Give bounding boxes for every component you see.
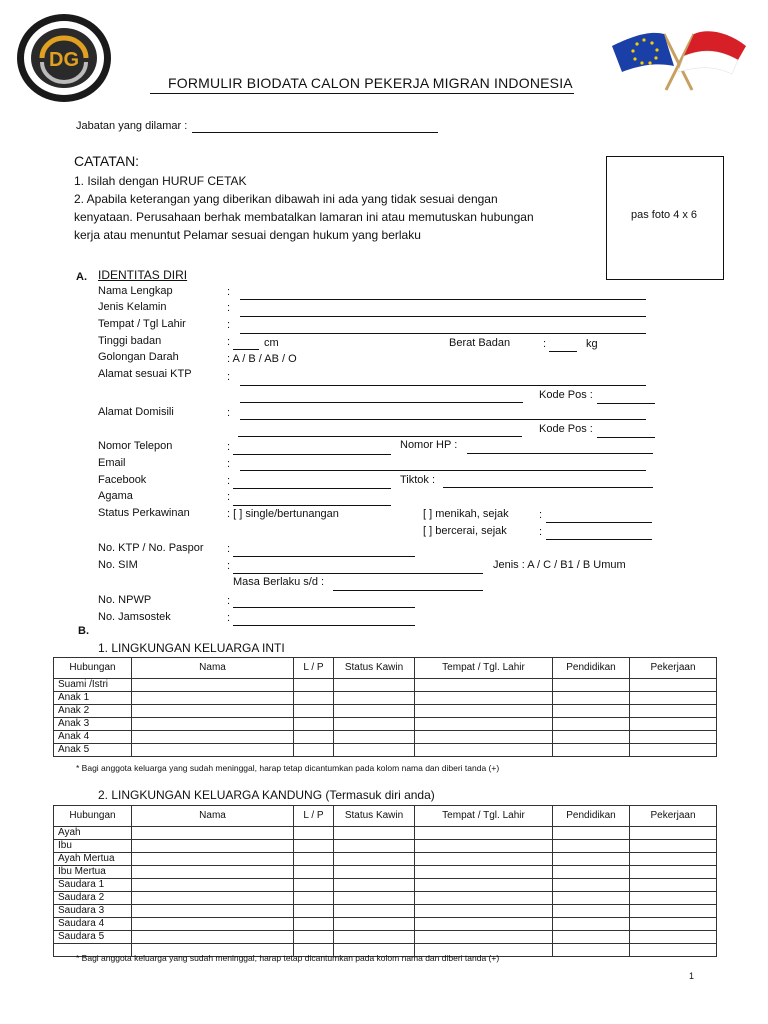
input-cell[interactable]: [334, 705, 415, 718]
input-cell[interactable]: [294, 744, 334, 757]
input-cell[interactable]: [415, 892, 553, 905]
section-a-title: IDENTITAS DIRI: [98, 268, 188, 282]
company-logo: [14, 12, 114, 104]
table-row: [54, 918, 717, 931]
input-cell[interactable]: [630, 866, 717, 879]
input-cell[interactable]: [415, 718, 553, 731]
nomor-hp-field[interactable]: [467, 453, 653, 454]
table2-footnote: * Bagi anggota keluarga yang sudah meninggal, harap tetap dicantumkan pada kolom nama dan diberi tanda (+): [76, 953, 500, 963]
input-cell[interactable]: [294, 931, 334, 944]
table-row: [54, 679, 717, 692]
form-title: FORMULIR BIODATA CALON PEKERJA MIGRAN INDONESIA: [168, 75, 573, 91]
input-cell[interactable]: [553, 744, 630, 757]
relation-cell: Saudara 1: [54, 879, 132, 892]
input-cell[interactable]: [630, 744, 717, 757]
relation-cell: Anak 2: [54, 705, 132, 718]
relation-cell: Saudara 2: [54, 892, 132, 905]
input-cell[interactable]: [630, 731, 717, 744]
input-cell[interactable]: [294, 827, 334, 840]
jenis-kelamin-label: Jenis Kelamin: [98, 301, 167, 313]
relation-cell: Saudara 5: [54, 931, 132, 944]
input-cell[interactable]: [553, 918, 630, 931]
tempat-tgl-lahir-field[interactable]: [240, 333, 646, 334]
input-cell[interactable]: [553, 840, 630, 853]
bercerai-option[interactable]: [ ] bercerai, sejak: [423, 525, 507, 537]
single-option[interactable]: : [ ] single/bertunangan: [227, 508, 339, 520]
alamat-domisili-field-2[interactable]: [238, 436, 522, 437]
table-row: [54, 705, 717, 718]
input-cell[interactable]: [334, 744, 415, 757]
input-cell[interactable]: [630, 905, 717, 918]
tiktok-field[interactable]: [443, 487, 653, 488]
input-cell[interactable]: [415, 692, 553, 705]
tempat-tgl-lahir-label: Tempat / Tgl Lahir: [98, 318, 186, 330]
table-row: [54, 827, 717, 840]
catatan-item-2-line2: kenyataan. Perusahaan berhak membatalkan lamaran ini atau memutuskan hubungan: [74, 210, 534, 224]
input-cell[interactable]: [334, 853, 415, 866]
ktp-paspor-field[interactable]: [233, 556, 415, 557]
input-cell[interactable]: [294, 718, 334, 731]
alamat-domisili-label: Alamat Domisili: [98, 406, 174, 418]
table-header-row: [54, 806, 717, 827]
input-cell[interactable]: [415, 744, 553, 757]
input-cell[interactable]: [415, 905, 553, 918]
input-cell[interactable]: [630, 931, 717, 944]
input-cell[interactable]: [334, 931, 415, 944]
page-number: 1: [689, 971, 695, 981]
relation-cell: Saudara 3: [54, 905, 132, 918]
relation-cell: Anak 3: [54, 718, 132, 731]
nomor-hp-label: Nomor HP :: [400, 439, 458, 451]
tiktok-label: Tiktok :: [400, 474, 436, 486]
input-cell[interactable]: [334, 679, 415, 692]
relation-cell: Ayah Mertua: [54, 853, 132, 866]
input-cell[interactable]: [334, 918, 415, 931]
nama-lengkap-label: Nama Lengkap: [98, 285, 173, 297]
jenis-kelamin-field[interactable]: [240, 316, 646, 317]
agama-label: Agama: [98, 490, 133, 502]
catatan-item-2-line1: 2. Apabila keterangan yang diberikan dibawah ini ada yang tidak sesuai dengan: [74, 192, 498, 206]
input-cell[interactable]: [630, 692, 717, 705]
relation-cell: Ibu Mertua: [54, 866, 132, 879]
golongan-darah-options[interactable]: : A / B / AB / O: [227, 353, 297, 365]
input-cell[interactable]: [294, 892, 334, 905]
input-cell[interactable]: [415, 731, 553, 744]
input-cell[interactable]: [553, 731, 630, 744]
logo-monogram: DG: [49, 49, 79, 71]
relation-cell: Ayah: [54, 827, 132, 840]
jenis-sim-options[interactable]: Jenis : A / C / B1 / B Umum: [493, 559, 626, 571]
input-cell[interactable]: [553, 866, 630, 879]
input-cell[interactable]: [132, 866, 294, 879]
input-cell[interactable]: [553, 853, 630, 866]
kode-pos-label-1: Kode Pos :: [539, 389, 593, 401]
tinggi-badan-field[interactable]: [233, 349, 259, 350]
column-header: Tempat / Tgl. Lahir: [415, 658, 553, 679]
facebook-field[interactable]: [233, 488, 391, 489]
input-cell[interactable]: [630, 679, 717, 692]
input-cell[interactable]: [132, 905, 294, 918]
nomor-telepon-label: Nomor Telepon: [98, 440, 173, 452]
input-cell[interactable]: [630, 718, 717, 731]
input-cell[interactable]: [630, 944, 717, 957]
input-cell[interactable]: [553, 705, 630, 718]
kode-pos-label-2: Kode Pos :: [539, 423, 593, 435]
input-cell[interactable]: [294, 731, 334, 744]
input-cell[interactable]: [553, 944, 630, 957]
masa-berlaku-field[interactable]: [333, 590, 483, 591]
table-row: [54, 692, 717, 705]
email-field[interactable]: [240, 470, 646, 471]
input-cell[interactable]: [334, 840, 415, 853]
nomor-telepon-field[interactable]: [233, 454, 391, 455]
section-b-letter: B.: [78, 625, 89, 637]
input-cell[interactable]: [415, 840, 553, 853]
input-cell[interactable]: [132, 705, 294, 718]
input-cell[interactable]: [415, 879, 553, 892]
table-row: [54, 892, 717, 905]
input-cell[interactable]: [132, 931, 294, 944]
column-header: Nama: [132, 658, 294, 679]
table-header-row: [54, 658, 717, 679]
relation-cell: Suami /Istri: [54, 679, 132, 692]
input-cell[interactable]: [132, 840, 294, 853]
input-cell[interactable]: [294, 905, 334, 918]
input-cell[interactable]: [415, 866, 553, 879]
nama-lengkap-field[interactable]: [240, 299, 646, 300]
input-cell[interactable]: [294, 692, 334, 705]
input-cell[interactable]: [132, 879, 294, 892]
table-row: [54, 879, 717, 892]
photo-box[interactable]: [606, 156, 724, 280]
input-cell[interactable]: [415, 827, 553, 840]
input-cell[interactable]: [630, 705, 717, 718]
input-cell[interactable]: [334, 731, 415, 744]
column-header: Hubungan: [54, 658, 132, 679]
kg-unit: kg: [586, 338, 598, 350]
agama-field[interactable]: [233, 505, 391, 506]
jamsostek-field[interactable]: [233, 625, 415, 626]
menikah-sejak-field[interactable]: [546, 522, 652, 523]
input-cell[interactable]: [294, 840, 334, 853]
table-row: [54, 905, 717, 918]
email-label: Email: [98, 457, 126, 469]
catatan-heading: CATATAN:: [74, 153, 140, 169]
column-header: Tempat / Tgl. Lahir: [415, 806, 553, 827]
tinggi-badan-label: Tinggi badan: [98, 335, 162, 347]
input-cell[interactable]: [294, 918, 334, 931]
npwp-label: No. NPWP: [98, 594, 152, 606]
kode-pos-field-1[interactable]: [597, 403, 655, 404]
masa-berlaku-label: Masa Berlaku s/d :: [233, 576, 325, 588]
input-cell[interactable]: [294, 866, 334, 879]
input-cell[interactable]: [553, 679, 630, 692]
sim-field[interactable]: [233, 573, 483, 574]
table-row: [54, 744, 717, 757]
keluarga-kandung-table: [53, 805, 717, 957]
table1-title: 1. LINGKUNGAN KELUARGA INTI: [98, 641, 285, 655]
input-cell[interactable]: [415, 853, 553, 866]
column-header: Pekerjaan: [630, 806, 717, 827]
jabatan-label: Jabatan yang dilamar :: [76, 120, 188, 132]
relation-cell: Anak 4: [54, 731, 132, 744]
column-header: Hubungan: [54, 806, 132, 827]
input-cell[interactable]: [630, 827, 717, 840]
input-cell[interactable]: [334, 879, 415, 892]
table-row: [54, 866, 717, 879]
input-cell[interactable]: [630, 892, 717, 905]
table-row: [54, 731, 717, 744]
input-cell[interactable]: [334, 718, 415, 731]
relation-cell: Saudara 4: [54, 918, 132, 931]
input-cell[interactable]: [415, 918, 553, 931]
alamat-ktp-field-1[interactable]: [240, 385, 646, 386]
input-cell[interactable]: [132, 744, 294, 757]
table1-footnote: * Bagi anggota keluarga yang sudah meninggal, harap tetap dicantumkan pada kolom nama dan diberi tanda (+): [76, 763, 500, 773]
facebook-label: Facebook: [98, 474, 147, 486]
column-header: L / P: [294, 806, 334, 827]
column-header: Pendidikan: [553, 658, 630, 679]
relation-cell: Anak 1: [54, 692, 132, 705]
jamsostek-label: No. Jamsostek: [98, 611, 171, 623]
input-cell[interactable]: [553, 692, 630, 705]
status-perkawinan-label: Status Perkawinan: [98, 507, 190, 519]
alamat-ktp-field-2[interactable]: [240, 402, 523, 403]
input-cell[interactable]: [294, 879, 334, 892]
bercerai-sejak-field[interactable]: [546, 539, 652, 540]
alamat-ktp-label: Alamat sesuai KTP: [98, 368, 192, 380]
table-row: [54, 853, 717, 866]
crossed-flags-icon: [608, 26, 750, 92]
sim-label: No. SIM: [98, 559, 138, 571]
column-header: L / P: [294, 658, 334, 679]
relation-cell: Ibu: [54, 840, 132, 853]
golongan-darah-label: Golongan Darah: [98, 351, 179, 363]
berat-badan-field[interactable]: [549, 351, 577, 352]
input-cell[interactable]: [132, 853, 294, 866]
table-row: [54, 840, 717, 853]
input-cell[interactable]: [294, 679, 334, 692]
input-cell[interactable]: [553, 718, 630, 731]
table-row: [54, 931, 717, 944]
berat-badan-label: Berat Badan: [449, 337, 511, 349]
ktp-paspor-label: No. KTP / No. Paspor: [98, 542, 204, 554]
input-cell[interactable]: [415, 679, 553, 692]
catatan-item-2-line3: kerja atau menuntut Pelamar sesuai dengan hukum yang berlaku: [74, 228, 421, 242]
keluarga-inti-table: [53, 657, 717, 757]
title-underline: [150, 93, 574, 94]
input-cell[interactable]: [334, 692, 415, 705]
input-cell[interactable]: [334, 892, 415, 905]
kode-pos-field-2[interactable]: [597, 437, 655, 438]
input-cell[interactable]: [553, 905, 630, 918]
column-header: Status Kawin: [334, 806, 415, 827]
jabatan-field[interactable]: [192, 132, 438, 133]
input-cell[interactable]: [553, 879, 630, 892]
input-cell[interactable]: [630, 840, 717, 853]
input-cell[interactable]: [334, 905, 415, 918]
cm-unit: cm: [264, 337, 279, 349]
input-cell[interactable]: [415, 931, 553, 944]
input-cell[interactable]: [132, 692, 294, 705]
input-cell[interactable]: [334, 827, 415, 840]
photo-label: pas foto 4 x 6: [631, 209, 698, 221]
input-cell[interactable]: [553, 892, 630, 905]
input-cell[interactable]: [132, 892, 294, 905]
menikah-option[interactable]: [ ] menikah, sejak: [423, 508, 509, 520]
input-cell[interactable]: [294, 705, 334, 718]
input-cell[interactable]: [630, 853, 717, 866]
input-cell[interactable]: [294, 853, 334, 866]
alamat-domisili-field-1[interactable]: [240, 419, 646, 420]
column-header: Pekerjaan: [630, 658, 717, 679]
input-cell[interactable]: [334, 866, 415, 879]
input-cell[interactable]: [553, 931, 630, 944]
table-row: [54, 718, 717, 731]
input-cell[interactable]: [132, 679, 294, 692]
table2-title: 2. LINGKUNGAN KELUARGA KANDUNG (Termasuk diri anda): [98, 788, 435, 802]
npwp-field[interactable]: [233, 607, 415, 608]
input-cell[interactable]: [132, 731, 294, 744]
input-cell[interactable]: [132, 827, 294, 840]
input-cell[interactable]: [630, 879, 717, 892]
section-a-letter: A.: [76, 271, 87, 283]
input-cell[interactable]: [415, 705, 553, 718]
input-cell[interactable]: [630, 918, 717, 931]
input-cell[interactable]: [132, 918, 294, 931]
input-cell[interactable]: [553, 827, 630, 840]
input-cell[interactable]: [132, 718, 294, 731]
column-header: Pendidikan: [553, 806, 630, 827]
column-header: Nama: [132, 806, 294, 827]
catatan-item-1: 1. Isilah dengan HURUF CETAK: [74, 174, 247, 188]
column-header: Status Kawin: [334, 658, 415, 679]
relation-cell: Anak 5: [54, 744, 132, 757]
